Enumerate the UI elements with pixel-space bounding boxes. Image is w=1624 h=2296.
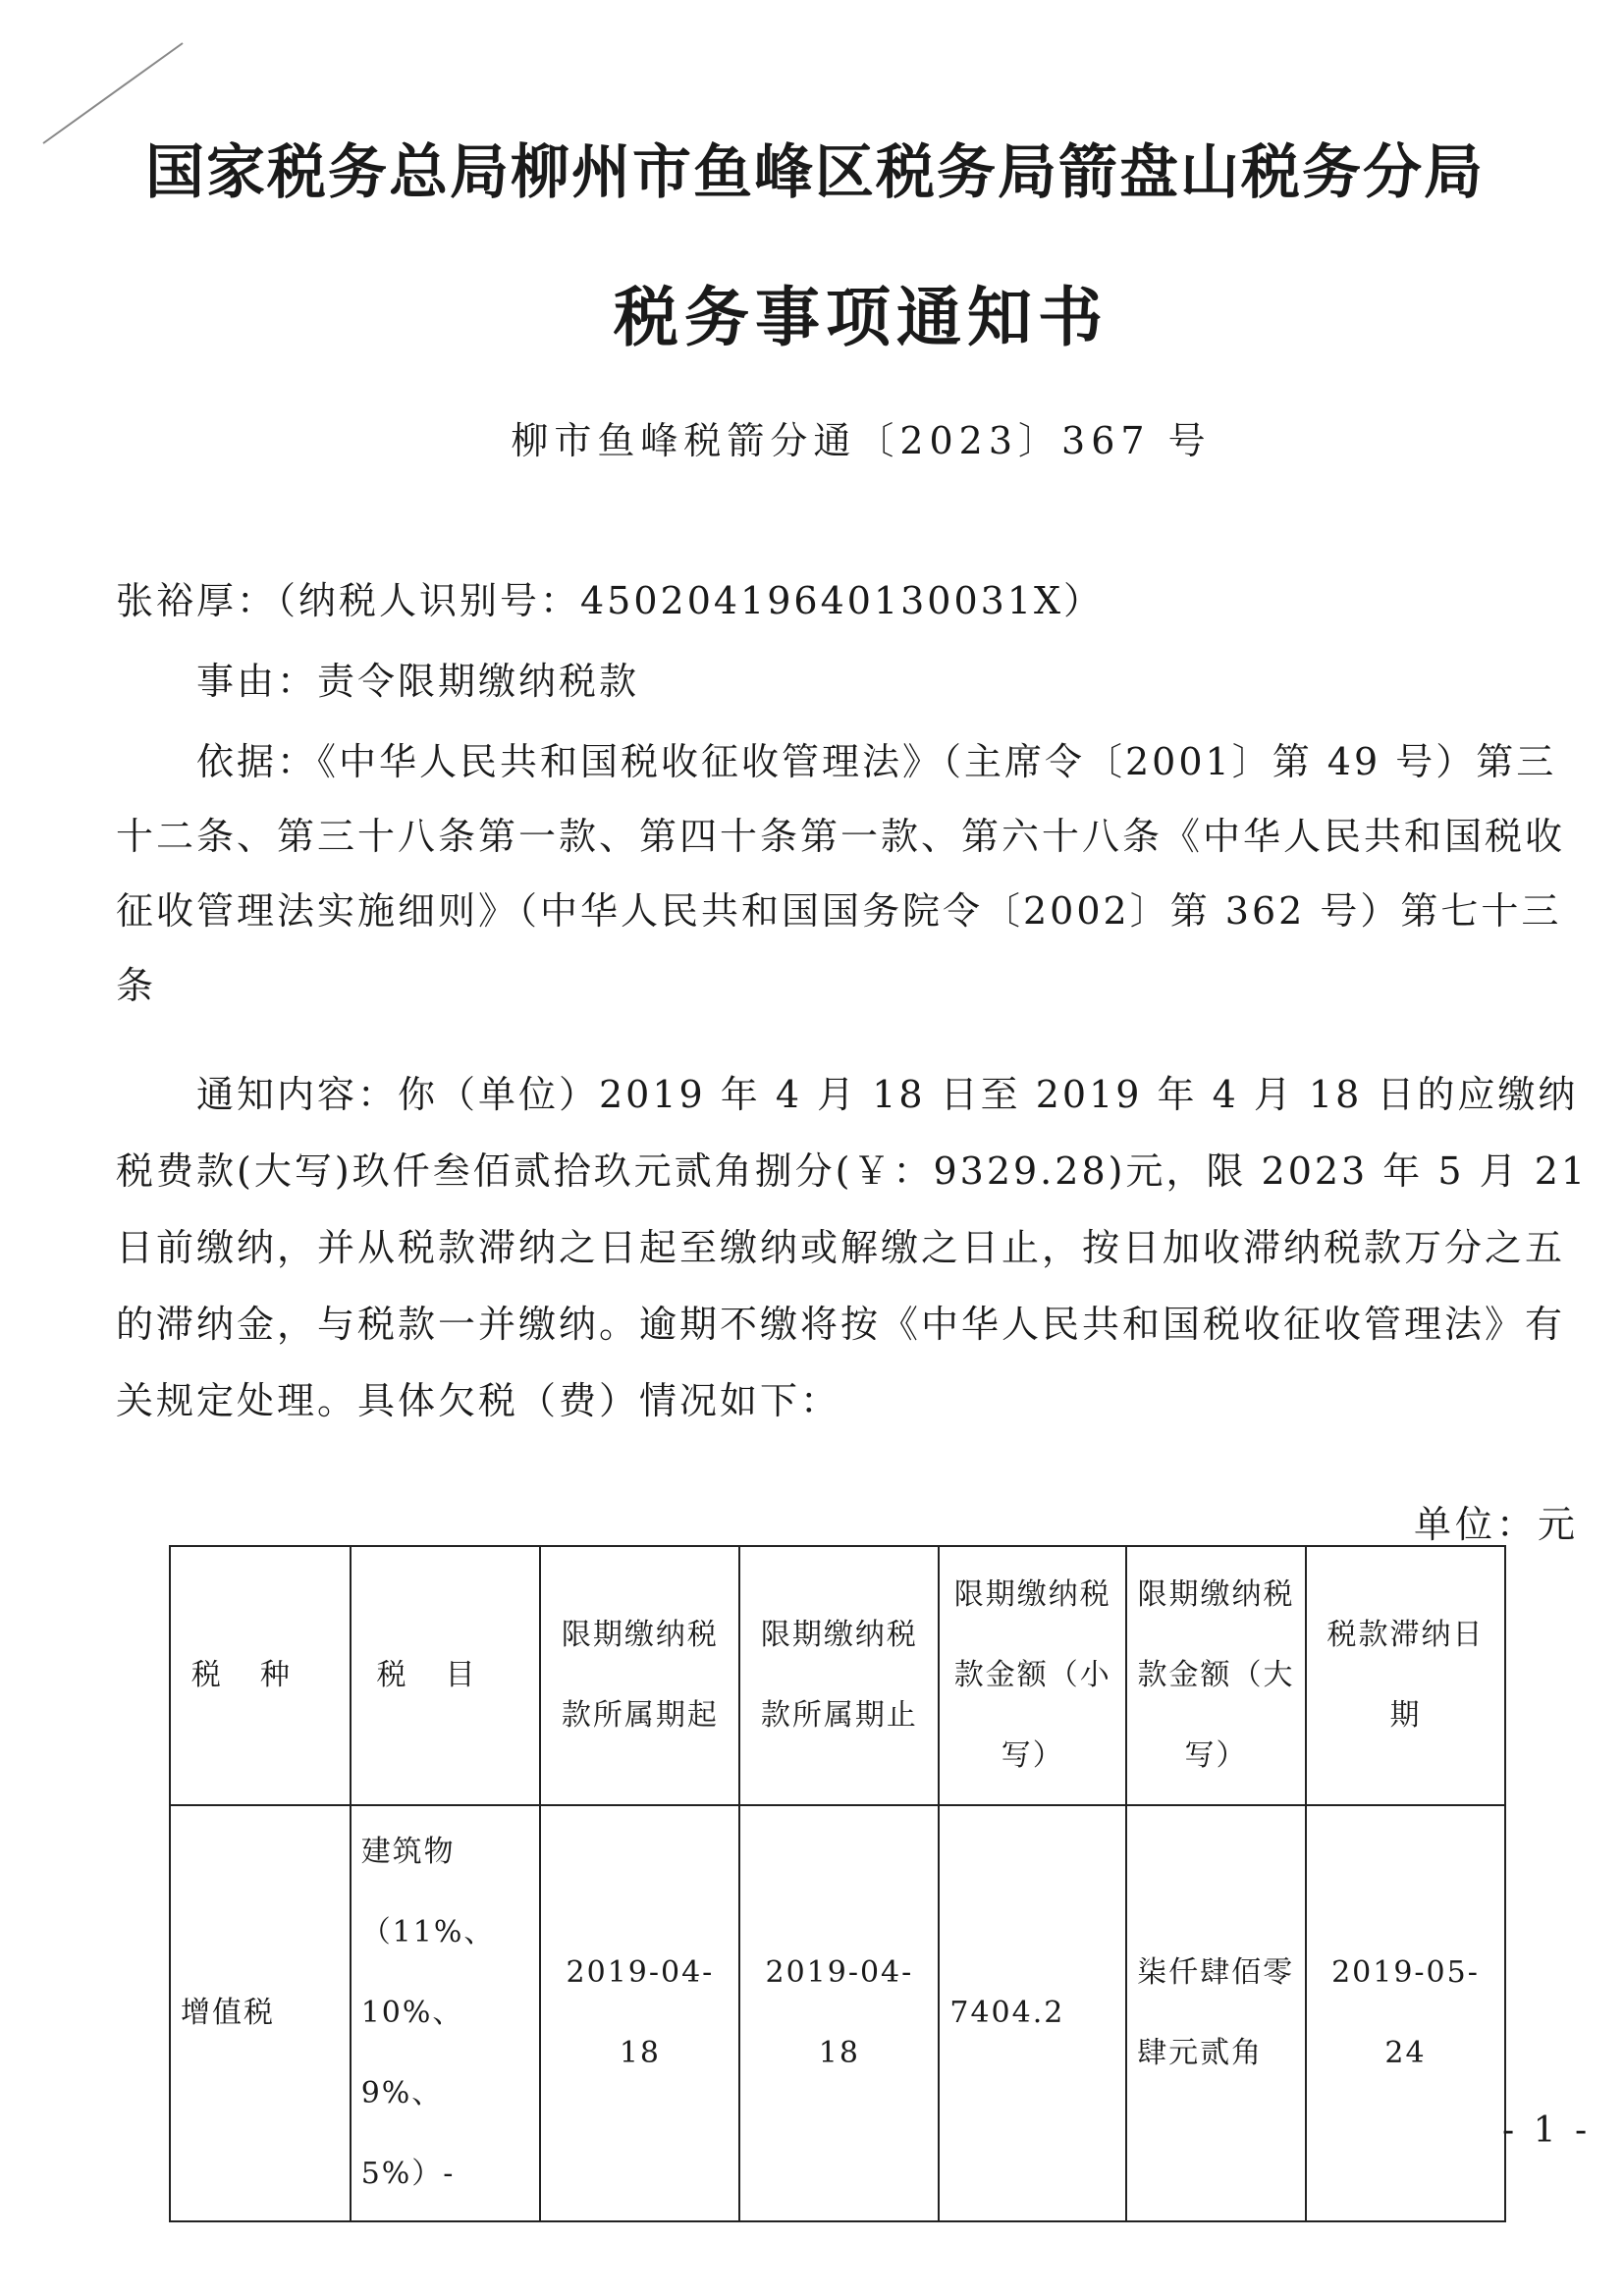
- header-amount-words: 限期缴纳税款金额（大写）: [1126, 1546, 1306, 1805]
- header-tax-item: 税目: [351, 1546, 541, 1805]
- issuing-authority-title: 国家税务总局柳州市鱼峰区税务局箭盘山税务分局: [145, 138, 1485, 207]
- notice-content-paragraph: 通知内容：你（单位）2019 年 4 月 18 日至 2019 年 4 月 18 日的应缴纳税费款(大写)玖仟叁佰贰拾玖元贰角捌分(￥：9329.28)元，限 2023 年 5 月 21 日前缴纳，并从税款滞纳之日起至缴纳或解缴之日止，按日加收滞纳税款万分之五的滞纳金，与税款一并缴纳。逾期不缴将按《中华人民共和国税收征收管理法》有关规定处理。具体欠税（费）情况如下：: [116, 1073, 1589, 1422]
- cell-period-start: 2019-04-18: [540, 1805, 739, 2221]
- document-number: 柳市鱼峰税箭分通〔2023〕367 号: [511, 419, 1212, 462]
- tax-arrears-table: [169, 1545, 1506, 2222]
- matter-line: 事由：责令限期缴纳税款: [196, 660, 640, 703]
- cell-overdue-date: 2019-05-24: [1306, 1805, 1505, 2221]
- cell-amount-figures: 7404.2: [939, 1805, 1126, 2221]
- cell-tax-type: 增值税: [170, 1805, 351, 2221]
- page-number: - 1 -: [1502, 2110, 1592, 2151]
- table-row: [170, 1805, 1505, 2221]
- currency-unit-label: 单位：元: [1413, 1503, 1579, 1546]
- cell-period-end: 2019-04-18: [739, 1805, 939, 2221]
- table-header-row: [170, 1546, 1505, 1805]
- cell-tax-item: 建筑物（11%、10%、9%、5%）-: [351, 1805, 541, 2221]
- header-tax-type: 税种: [170, 1546, 351, 1805]
- addressee-line: 张裕厚：（纳税人识别号：45020419640130031X）: [116, 579, 1105, 622]
- legal-basis-paragraph: 依据：《中华人民共和国税收征收管理法》（主席令〔2001〕第 49 号）第三十二条、第三十八条第一款、第四十条第一款、第六十八条《中华人民共和国税收征收管理法实施细则》（中华人民共和国国务院令〔2002〕第 362 号）第七十三条: [116, 740, 1566, 1007]
- cell-amount-words: 柒仟肆佰零肆元贰角: [1126, 1805, 1306, 2221]
- header-period-end: 限期缴纳税款所属期止: [739, 1546, 939, 1805]
- header-overdue-date: 税款滞纳日期: [1306, 1546, 1505, 1805]
- header-amount-figures: 限期缴纳税款金额（小写）: [939, 1546, 1126, 1805]
- document-title: 税务事项通知书: [614, 280, 1109, 355]
- header-period-start: 限期缴纳税款所属期起: [540, 1546, 739, 1805]
